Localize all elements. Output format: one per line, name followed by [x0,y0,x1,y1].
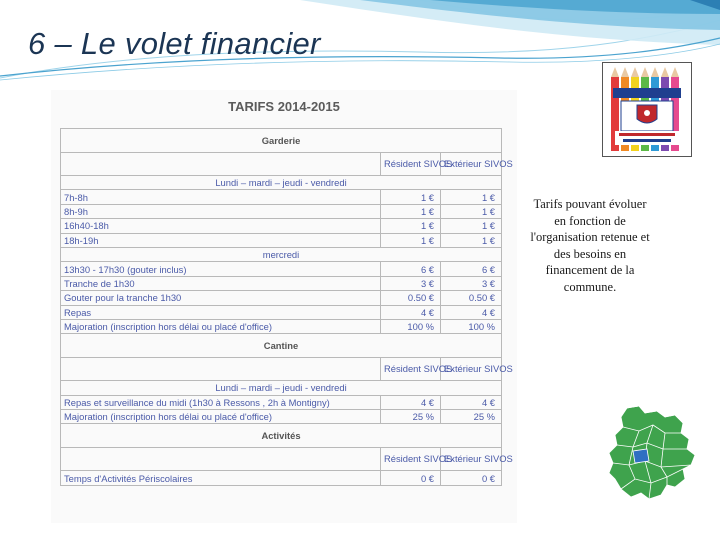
table-row: 7h-8h 1 € 1 € [61,190,502,204]
colored-pencils-logo-icon [603,63,691,156]
col-resident: Résident SIVOS [381,358,441,381]
table-row: Majoration (inscription hors délai ou placé d'office) 100 % 100 % [61,319,502,333]
days-row: Lundi – mardi – jeudi - vendredi [61,381,502,395]
col-exterieur: Extérieur SIVOS [441,153,502,176]
col-exterieur: Extérieur SIVOS [441,448,502,471]
table-row: 16h40-18h 1 € 1 € [61,219,502,233]
col-resident: Résident SIVOS [381,448,441,471]
side-note: Tarifs pouvant évoluer en fonction de l'organisation retenue et des besoins en financement de la commune. [530,197,650,294]
tarif-heading: TARIFS 2014-2015 [228,99,340,114]
col-exterieur: Extérieur SIVOS [441,358,502,381]
table-row: Temps d'Activités Périscolaires 0 € 0 € [61,471,502,485]
section-garderie: Garderie [61,129,502,153]
table-row: Gouter pour la tranche 1h30 0.50 € 0.50 € [61,291,502,305]
slide-title: 6 – Le volet financier [28,26,321,61]
tarif-table-image [51,90,517,523]
school-logo [602,62,692,157]
days-row: Lundi – mardi – jeudi - vendredi [61,176,502,190]
table-row: 8h-9h 1 € 1 € [61,204,502,218]
table-row: Repas 4 € 4 € [61,305,502,319]
wednesday-row: mercredi [61,247,502,261]
tarif-table [60,128,513,486]
section-activites: Activités [61,424,502,448]
table-row: Repas et surveillance du midi (1h30 à Ressons , 2h à Montigny) 4 € 4 € [61,395,502,409]
table-row: 13h30 - 17h30 (gouter inclus) 6 € 6 € [61,262,502,276]
col-resident: Résident SIVOS [381,153,441,176]
commune-map-icon [605,403,705,503]
table-row: 18h-19h 1 € 1 € [61,233,502,247]
table-row: Tranche de 1h30 3 € 3 € [61,276,502,290]
section-cantine: Cantine [61,334,502,358]
table-row: Majoration (inscription hors délai ou placé d'office) 25 % 25 % [61,410,502,424]
